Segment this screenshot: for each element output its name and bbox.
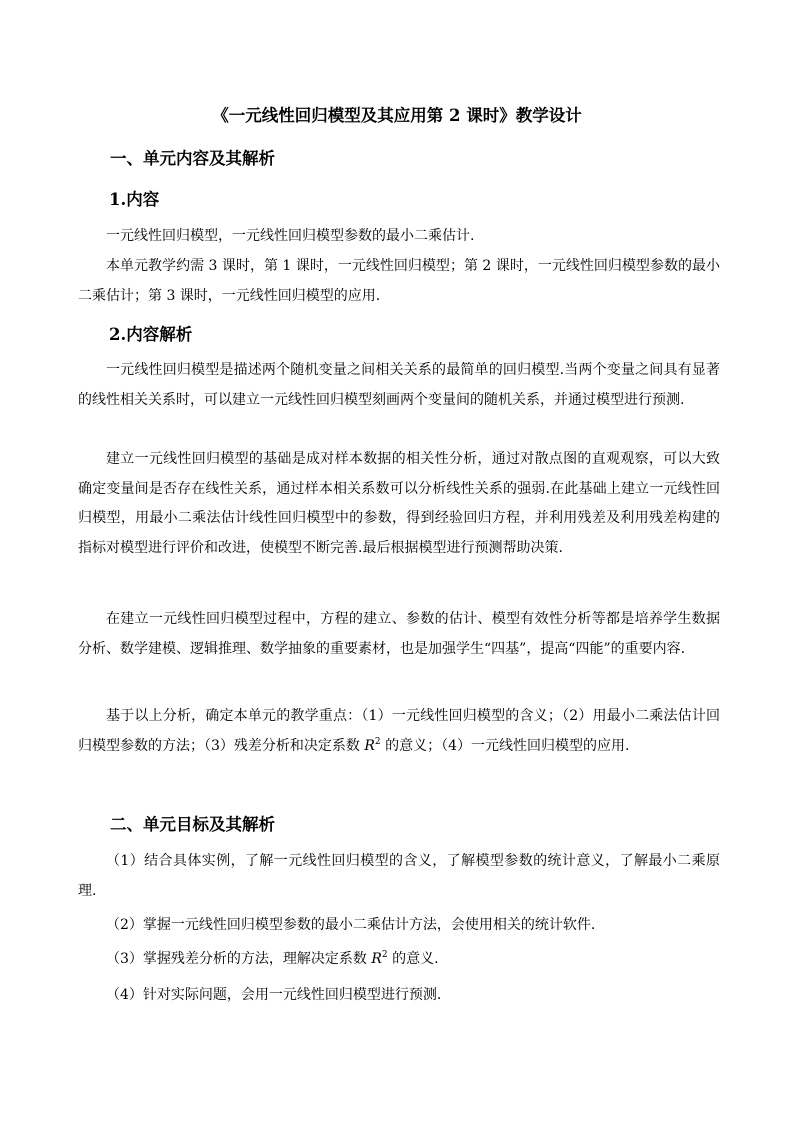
goal-3-text-end: 的意义. xyxy=(387,951,439,967)
paragraph-analysis-4 xyxy=(78,702,720,761)
paragraph-analysis-4-text-end: 的意义；（4）一元线性回归模型的应用. xyxy=(380,737,630,754)
paragraph-content-1: 一元线性回归模型，一元线性回归模型参数的最小二乘估计. xyxy=(106,228,475,244)
section-heading-unit-content: 一、单元内容及其解析 xyxy=(110,149,275,168)
exponent-2: 2 xyxy=(381,950,388,960)
paragraph-analysis-4-text: 基于以上分析，确定本单元的教学重点：（1）一元线性回归模型的含义；（2）用最小二乘法估计回归模型参数的方法；（3）残差分析和决定系数 xyxy=(78,708,720,754)
paragraph-analysis-1: 一元线性回归模型是描述两个随机变量之间相关关系的最简单的回归模型.当两个变量之间具有显著的线性相关关系时，可以建立一元线性回归模型刻画两个变量间的随机关系，并通过模型进行预测. xyxy=(78,362,720,408)
subsection-heading-content-analysis: 2.内容解析 xyxy=(109,325,193,344)
goal-4: （4）针对实际问题，会用一元线性回归模型进行预测. xyxy=(106,987,442,1003)
goal-2: （2）掌握一元线性回归模型参数的最小二乘估计方法，会使用相关的统计软件. xyxy=(106,917,596,933)
exponent-2: 2 xyxy=(374,736,381,747)
variable-r: R xyxy=(364,737,375,754)
variable-r: R xyxy=(371,951,382,967)
document-title: 《一元线性回归模型及其应用第 2 课时》教学设计 xyxy=(212,106,582,125)
goal-3 xyxy=(78,945,720,975)
paragraph-analysis-2: 建立一元线性回归模型的基础是成对样本数据的相关性分析，通过对散点图的直观观察，可以大致确定变量间是否存在线性关系，通过样本相关系数可以分析线性关系的强弱.在此基础上建立一元线性回归模型，用最小二乘法估计线性回归模型中的参数，得到经验回归方程，并利用残差及利用残差构建的指标对模型进行评价和改进，使模型不断完善.最后根据模型进行预测帮助决策. xyxy=(78,451,720,556)
paragraph-content-2: 本单元教学约需 3 课时，第 1 课时，一元线性回归模型；第 2 课时，一元线性回归模型参数的最小二乘估计；第 3 课时，一元线性回归模型的应用. xyxy=(78,258,720,304)
goal-1: （1）结合具体实例，了解一元线性回归模型的含义，了解模型参数的统计意义，了解最小二乘原理. xyxy=(78,853,720,899)
paragraph-analysis-3: 在建立一元线性回归模型过程中，方程的建立、参数的估计、模型有效性分析等都是培养学生数据分析、数学建模、逻辑推理、数学抽象的重要素材，也是加强学生“四基”，提高“四能”的重要内容. xyxy=(78,611,720,657)
subsection-heading-content: 1.内容 xyxy=(109,190,160,209)
section-heading-unit-goals: 二、单元目标及其解析 xyxy=(110,815,275,834)
goal-3-text: （3）掌握残差分析的方法，理解决定系数 xyxy=(106,951,372,967)
